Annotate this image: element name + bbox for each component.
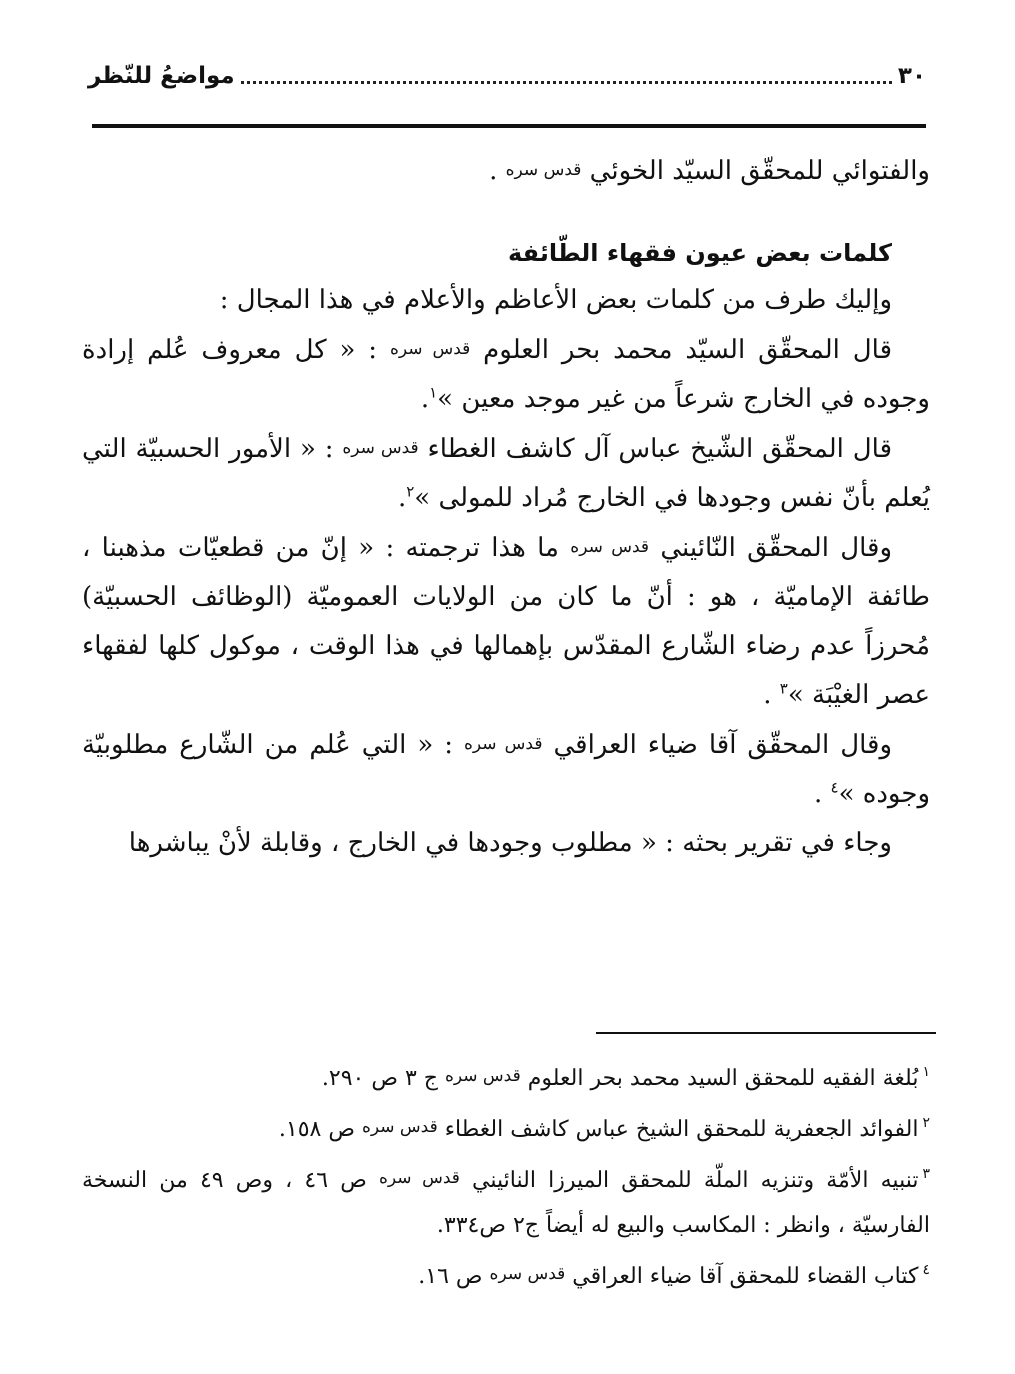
main-text <box>82 146 930 868</box>
footnote-mark: ١ <box>922 1064 930 1080</box>
footnote-ref[interactable]: ٤ <box>830 778 839 797</box>
footnote-ref[interactable]: ٢ <box>406 482 415 501</box>
paragraph-3: قال المحقّق السيّد محمد بحر العلوم قدس سره : « كل معروف عُلم إرادة وجوده في الخارج شرعاً من غير موجد معين »$^١$. <box>82 335 930 414</box>
footnote-mark: ٣ <box>922 1166 930 1182</box>
footnote-4: $^٤$كتاب القضاء للمحقق آقا ضياء العراقي قدس سره ص ١٦. <box>418 1262 930 1289</box>
footnote-separator <box>596 1032 936 1034</box>
footnote-ref[interactable]: ٣ <box>779 679 788 698</box>
honorific-mark: قدس سره <box>445 1066 521 1086</box>
running-title: مواضعُ للنّظر <box>88 63 235 89</box>
header-rule <box>92 124 926 128</box>
paragraph-2: وإليك طرف من كلمات بعض الأعاظم والأعلام في هذا المجال : <box>219 285 892 315</box>
footnote-mark: ٤ <box>922 1262 930 1278</box>
honorific-mark: قدس سره <box>505 160 582 180</box>
honorific-mark: قدس سره <box>489 1264 566 1284</box>
footnote-2: $^٢$الفوائد الجعفرية للمحقق الشيخ عباس كاشف الغطاء قدس سره ص ١٥٨. <box>278 1115 930 1142</box>
honorific-mark: قدس سره <box>378 1168 460 1188</box>
honorific-mark: قدس سره <box>389 339 471 359</box>
honorific-mark: قدس سره <box>570 537 650 557</box>
footnote-mark: ٢ <box>922 1115 930 1131</box>
page-header <box>88 58 926 94</box>
footnotes <box>82 1050 930 1299</box>
footnote-ref[interactable]: ١ <box>429 383 438 402</box>
paragraph-4: قال المحقّق الشّيخ عباس آل كاشف الغطاء قدس سره : « الأمور الحسبيّة التي يُعلم بأنّ نفس وجودها في الخارج مُراد للمولى »$^٢$. <box>82 434 930 513</box>
honorific-mark: قدس سره <box>464 734 543 754</box>
paragraph-5: وقال المحقّق النّائيني قدس سره ما هذا ترجمته : « إنّ من قطعيّات مذهبنا ، طائفة الإماميّة ، هو : أنّ ما كان من الولايات العموميّة (الوظائف الحسبيّة) مُحرزاً عدم رضاء الشّارع المقدّس بإهمالها في هذا الوقت ، موكول كلها لفقهاء عصر الغيْبَة »$^٣$ . <box>82 533 930 710</box>
footnote-1: $^١$بُلغة الفقيه للمحقق السيد محمد بحر العلوم قدس سره ج ٣ ص ٢٩٠. <box>321 1064 930 1091</box>
paragraph-1: والفتوائي للمحقّق السيّد الخوئي قدس سره . <box>489 156 930 186</box>
header-leader-dots <box>241 81 892 84</box>
paragraph-6: وقال المحقّق آقا ضياء العراقي قدس سره : « التي عُلم من الشّارع مطلوبيّة وجوده »$^٤$ . <box>82 730 930 809</box>
paragraph-7: وجاء في تقرير بحثه : « مطلوب وجودها في الخارج ، وقابلة لأنْ يباشرها <box>128 828 892 858</box>
section-heading: كلمات بعض عيون فقهاء الطّائفة <box>508 239 892 267</box>
honorific-mark: قدس سره <box>342 438 419 458</box>
page-number: ٣٠ <box>897 63 926 89</box>
honorific-mark: قدس سره <box>361 1117 438 1137</box>
footnote-3: $^٣$تنبيه الأمّة وتنزيه الملّة للمحقق الميرزا النائيني قدس سره ص ٤٦ ، وص ٤٩ من النسخة الفارسيّة ، وانظر : المكاسب والبيع له أيضاً ج٢ ص٣٣٤. <box>82 1166 930 1238</box>
